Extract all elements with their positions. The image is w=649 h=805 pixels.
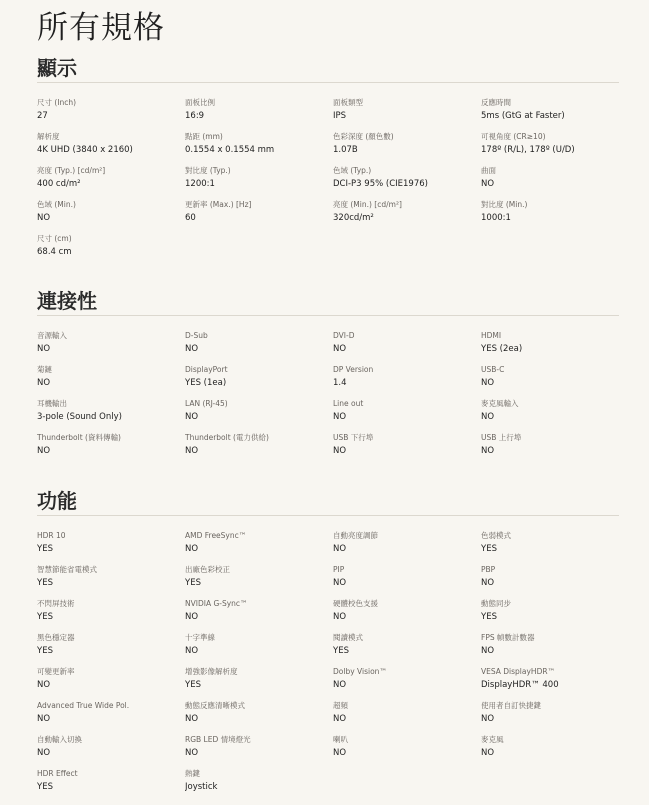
spec-item — [37, 398, 185, 432]
section-connectivity — [37, 287, 619, 466]
spec-value: NO — [481, 378, 495, 388]
spec-label: 亮度 (Typ.) [cd/m²] — [37, 166, 106, 175]
spec-item — [185, 768, 333, 802]
spec-label: 黑色穩定器 — [37, 633, 75, 642]
spec-item — [185, 364, 333, 398]
spec-value: 68.4 cm — [37, 247, 72, 257]
spec-value: Joystick — [185, 782, 218, 792]
spec-label: 菊鏈 — [37, 365, 52, 374]
spec-label: 硬體校色支援 — [333, 599, 378, 608]
spec-value: YES (1ea) — [185, 378, 227, 388]
spec-value: 1.4 — [333, 378, 347, 388]
spec-item — [37, 199, 185, 233]
spec-item — [185, 632, 333, 666]
spec-label: 音源輸入 — [37, 331, 67, 340]
spec-item — [185, 564, 333, 598]
spec-label: 耳機輸出 — [37, 399, 67, 408]
spec-label: Thunderbolt (電力供給) — [185, 433, 269, 442]
spec-value: NO — [333, 412, 347, 422]
spec-item — [481, 564, 629, 598]
spec-value: YES — [333, 646, 349, 656]
spec-label: 動態反應清晰模式 — [185, 701, 245, 710]
spec-item — [37, 666, 185, 700]
spec-value: YES — [481, 612, 497, 622]
spec-item — [333, 632, 481, 666]
spec-value: NO — [333, 446, 347, 456]
spec-value: NO — [37, 213, 51, 223]
spec-value: NO — [37, 748, 51, 758]
spec-label: 不閃屏技術 — [37, 599, 75, 608]
spec-value: NO — [185, 544, 199, 554]
spec-item — [481, 165, 629, 199]
spec-label: DVI-D — [333, 331, 355, 340]
spec-label: USB 下行埠 — [333, 433, 374, 442]
spec-item — [333, 432, 481, 466]
spec-value: NO — [333, 714, 347, 724]
spec-value: YES — [37, 782, 53, 792]
spec-label: 喇叭 — [333, 735, 348, 744]
spec-item — [37, 97, 185, 131]
spec-value: NO — [185, 646, 199, 656]
spec-item — [333, 564, 481, 598]
section-title: 功能 — [37, 489, 77, 513]
spec-item — [333, 700, 481, 734]
spec-value: NO — [185, 714, 199, 724]
spec-value: NO — [185, 748, 199, 758]
spec-label: AMD FreeSync™ — [185, 531, 247, 540]
spec-value: NO — [481, 748, 495, 758]
spec-item — [333, 97, 481, 131]
spec-value: YES — [481, 544, 497, 554]
spec-item — [37, 165, 185, 199]
spec-item — [481, 530, 629, 564]
spec-value: NO — [481, 646, 495, 656]
spec-label: 動態同步 — [481, 599, 511, 608]
spec-grid — [37, 330, 619, 466]
spec-value: NO — [333, 544, 347, 554]
section-title: 連接性 — [37, 289, 97, 313]
spec-item — [333, 734, 481, 768]
spec-label: DisplayPort — [185, 365, 228, 374]
spec-value: NO — [481, 578, 495, 588]
spec-label: 自動亮度調節 — [333, 531, 378, 540]
spec-value: 5ms (GtG at Faster) — [481, 111, 565, 121]
spec-value: DCI-P3 95% (CIE1976) — [333, 179, 428, 189]
spec-item — [37, 432, 185, 466]
spec-item — [37, 233, 185, 267]
spec-value: 60 — [185, 213, 196, 223]
spec-item — [481, 131, 629, 165]
spec-label: 面板類型 — [333, 98, 363, 107]
spec-label: LAN (RJ-45) — [185, 399, 228, 408]
section-title: 顯示 — [37, 56, 77, 80]
spec-item — [185, 330, 333, 364]
spec-value: YES (2ea) — [481, 344, 523, 354]
spec-value: IPS — [333, 111, 347, 121]
spec-value: YES — [185, 578, 201, 588]
spec-item — [37, 564, 185, 598]
spec-item — [333, 199, 481, 233]
spec-label: 閱讀模式 — [333, 633, 363, 642]
spec-item — [185, 700, 333, 734]
spec-item — [37, 632, 185, 666]
spec-item — [185, 199, 333, 233]
spec-item — [481, 666, 629, 700]
spec-value: 400 cd/m² — [37, 179, 81, 189]
spec-label: 亮度 (Min.) [cd/m²] — [333, 200, 402, 209]
spec-label: 可變更新率 — [37, 667, 75, 676]
spec-label: 使用者自訂快捷鍵 — [481, 701, 541, 710]
spec-value: YES — [185, 680, 201, 690]
spec-value: NO — [185, 412, 199, 422]
section-divider — [37, 82, 619, 83]
spec-value: YES — [37, 646, 53, 656]
spec-label: 尺寸 (cm) — [37, 234, 72, 243]
spec-item — [185, 398, 333, 432]
spec-label: 色域 (Typ.) — [333, 166, 372, 175]
spec-value: YES — [37, 578, 53, 588]
spec-item — [37, 734, 185, 768]
spec-label: PBP — [481, 565, 496, 574]
spec-item — [481, 364, 629, 398]
spec-value: NO — [481, 714, 495, 724]
spec-item — [481, 199, 629, 233]
spec-item — [481, 398, 629, 432]
spec-item — [37, 598, 185, 632]
spec-label: 對比度 (Typ.) — [185, 166, 231, 175]
spec-value: NO — [37, 378, 51, 388]
spec-value: 1000:1 — [481, 213, 511, 223]
spec-label: RGB LED 情境燈光 — [185, 735, 251, 744]
spec-label: 對比度 (Min.) — [481, 200, 528, 209]
spec-label: 解析度 — [37, 132, 60, 141]
spec-value: DisplayHDR™ 400 — [481, 680, 559, 690]
spec-value: NO — [185, 344, 199, 354]
spec-item — [185, 97, 333, 131]
spec-label: Line out — [333, 399, 364, 408]
spec-value: 4K UHD (3840 x 2160) — [37, 145, 133, 155]
spec-label: USB-C — [481, 365, 505, 374]
spec-value: 1200:1 — [185, 179, 215, 189]
section-divider — [37, 515, 619, 516]
spec-item — [185, 598, 333, 632]
spec-label: HDR 10 — [37, 531, 66, 540]
spec-label: 自動輸入切換 — [37, 735, 82, 744]
spec-value: 27 — [37, 111, 48, 121]
spec-value: NO — [185, 446, 199, 456]
spec-label: PIP — [333, 565, 345, 574]
spec-item — [481, 598, 629, 632]
page-title: 所有規格 — [37, 10, 165, 46]
spec-item — [185, 666, 333, 700]
spec-label: Advanced True Wide Pol. — [37, 701, 130, 710]
spec-label: FPS 幀數計數器 — [481, 633, 535, 642]
spec-item — [333, 598, 481, 632]
spec-label: 增強影像解析度 — [185, 667, 238, 676]
spec-label: 可視角度 (CR≥10) — [481, 132, 546, 141]
spec-label: 超頻 — [333, 701, 348, 710]
spec-label: 面板比例 — [185, 98, 215, 107]
spec-item — [185, 165, 333, 199]
spec-item — [37, 131, 185, 165]
spec-value: 320cd/m² — [333, 213, 374, 223]
spec-value: NO — [481, 446, 495, 456]
spec-label: 點距 (mm) — [185, 132, 223, 141]
spec-label: 色彩深度 (顏色數) — [333, 132, 394, 141]
spec-value: 16:9 — [185, 111, 205, 121]
spec-value: NO — [37, 344, 51, 354]
spec-item — [333, 330, 481, 364]
spec-label: 更新率 (Max.) [Hz] — [185, 200, 252, 209]
spec-grid — [37, 97, 619, 267]
spec-label: HDMI — [481, 331, 502, 340]
section-features — [37, 487, 619, 802]
spec-item — [333, 666, 481, 700]
spec-label: VESA DisplayHDR™ — [481, 667, 556, 676]
spec-item — [37, 364, 185, 398]
spec-label: 曲面 — [481, 166, 496, 175]
spec-label: HDR Effect — [37, 769, 78, 778]
section-display — [37, 54, 619, 267]
spec-value: NO — [333, 748, 347, 758]
spec-label: 反應時間 — [481, 98, 511, 107]
spec-value: 3-pole (Sound Only) — [37, 412, 122, 422]
spec-label: 熱鍵 — [185, 769, 200, 778]
spec-value: 0.1554 x 0.1554 mm — [185, 145, 275, 155]
spec-item — [481, 432, 629, 466]
spec-value: NO — [37, 680, 51, 690]
spec-grid — [37, 530, 619, 802]
spec-value: NO — [333, 612, 347, 622]
spec-item — [37, 768, 185, 802]
spec-item — [481, 330, 629, 364]
spec-label: 尺寸 (Inch) — [37, 98, 77, 107]
spec-item — [185, 131, 333, 165]
spec-label: Thunderbolt (資料傳輸) — [37, 433, 121, 442]
spec-label: 色域 (Min.) — [37, 200, 76, 209]
spec-item — [37, 530, 185, 564]
spec-value: NO — [333, 680, 347, 690]
spec-item — [37, 330, 185, 364]
spec-label: USB 上行埠 — [481, 433, 522, 442]
spec-value: NO — [333, 578, 347, 588]
spec-value: NO — [185, 612, 199, 622]
spec-item — [185, 530, 333, 564]
spec-value: YES — [37, 544, 53, 554]
spec-label: NVIDIA G-Sync™ — [185, 599, 248, 608]
spec-value: NO — [481, 412, 495, 422]
spec-item — [185, 432, 333, 466]
spec-item — [481, 700, 629, 734]
spec-value: NO — [333, 344, 347, 354]
spec-item — [481, 97, 629, 131]
spec-label: Dolby Vision™ — [333, 667, 387, 676]
spec-label: 色弱模式 — [481, 531, 511, 540]
spec-label: 出廠色彩校正 — [185, 565, 230, 574]
spec-label: 十字準線 — [185, 633, 215, 642]
spec-label: 智慧節能省電模式 — [37, 565, 97, 574]
spec-value: NO — [481, 179, 495, 189]
spec-value: YES — [37, 612, 53, 622]
spec-value: NO — [37, 714, 51, 724]
spec-item — [333, 165, 481, 199]
spec-item — [333, 364, 481, 398]
spec-value: NO — [37, 446, 51, 456]
spec-label: 麥克風 — [481, 735, 504, 744]
spec-item — [37, 700, 185, 734]
spec-item — [333, 530, 481, 564]
spec-item — [333, 398, 481, 432]
spec-value: 178º (R/L), 178º (U/D) — [481, 145, 575, 155]
spec-value: 1.07B — [333, 145, 358, 155]
spec-label: 麥克風輸入 — [481, 399, 519, 408]
spec-item — [333, 131, 481, 165]
spec-label: D-Sub — [185, 331, 208, 340]
spec-label: DP Version — [333, 365, 374, 374]
spec-item — [481, 734, 629, 768]
section-divider — [37, 315, 619, 316]
spec-item — [185, 734, 333, 768]
spec-item — [481, 632, 629, 666]
